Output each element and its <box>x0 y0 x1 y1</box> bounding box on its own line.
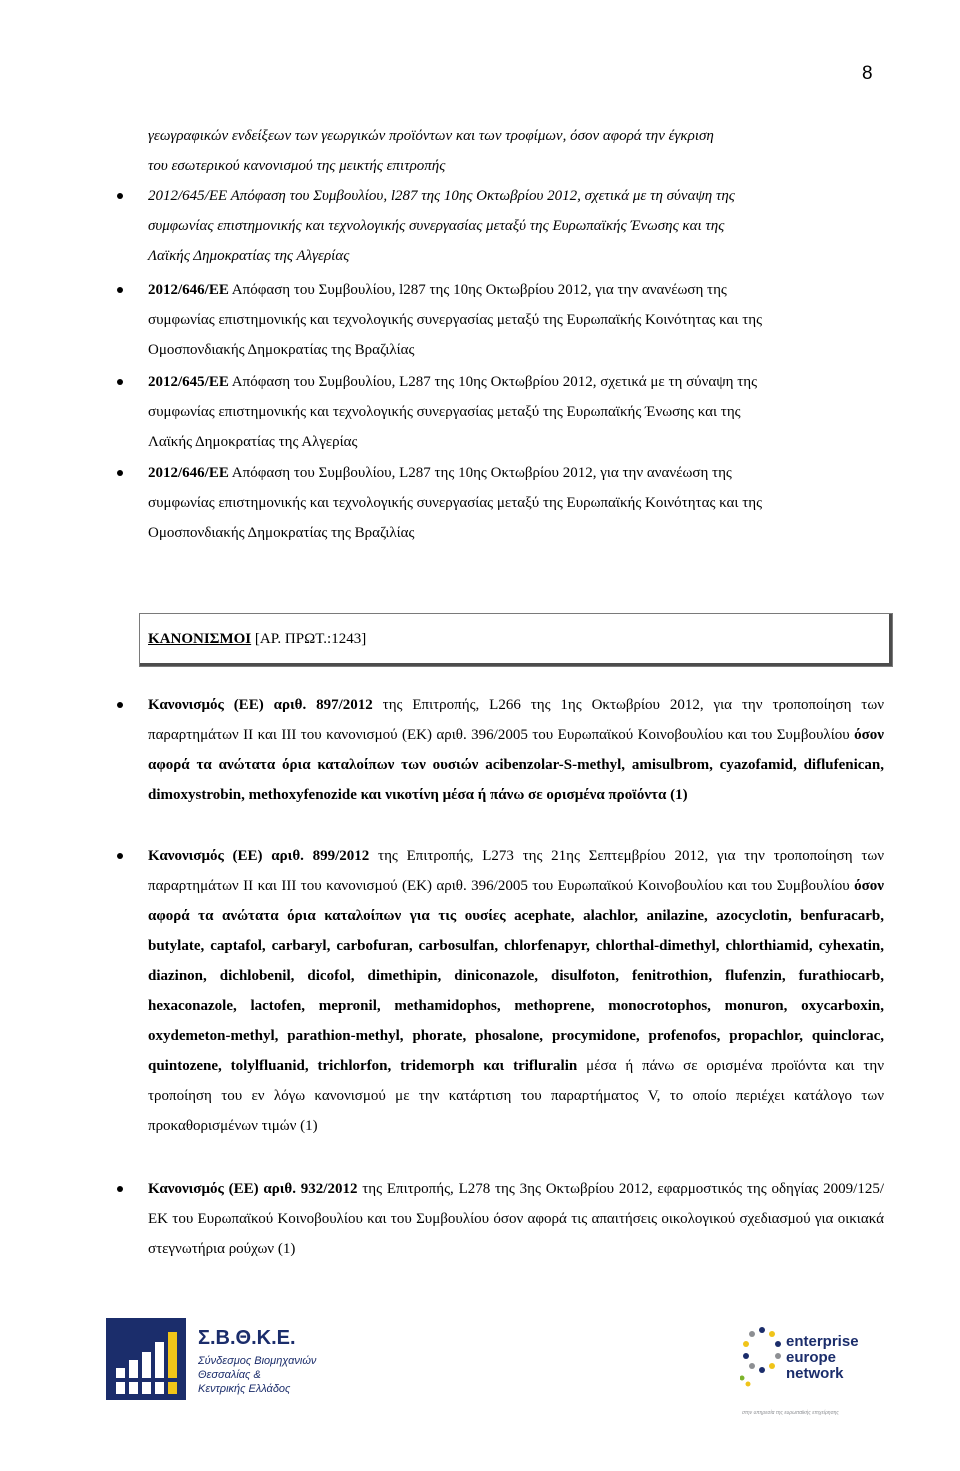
een-line1: enterprise <box>786 1333 859 1350</box>
sbtke-logo-mark <box>106 1318 336 1400</box>
decision-line: συμφωνίας επιστημονικής και τεχνολογικής συνεργασίας μεταξύ της Ευρωπαϊκής Κοινότητας και της <box>148 312 763 328</box>
regulation-bold-tail: όσον αφορά τα ανώτατα όρια καταλοίπων των ουσιών acibenzolar-S-methyl, amisulbrom, cyazofamid, diflufenican, dimoxystrobin, methoxyfenozide και νικοτίνη μέσα ή πάνω σε ορισμένα προϊόντα (1) <box>148 727 884 803</box>
decision-line: 2012/645/ΕΕ Απόφαση του Συμβουλίου, L287 της 10ης Οκτωβρίου 2012, σχετικά με τη σύναψη της <box>148 374 758 390</box>
regulation-tail: μέσα ή πάνω σε ορισμένα προϊόντα και την τροποίηση του εν λόγω κανονισμού με την κατάρτιση του παραρτήματος V, το οποίο περιέχει κατάλογο των προκαθορισμένων τιμών (1) <box>148 1058 884 1134</box>
regulation-bold-tail: όσον αφορά τα ανώτατα όρια καταλοίπων για τις ουσίες acephate, alachlor, anilazine, azocyclotin, benfuracarb, butylate, captafol, carbaryl, carbofuran, carbosulfan, chlorfenapyr, chlorthal-dimethyl, chlorthiamid, cyhexatin, diazinon, dichlobenil, dicofol, dimethipin, diniconazole, disulfoton, fenitrothion, flufenzin, furathiocarb, hexaconazole, lactofen, mepronil, methamidophos, methoprene, monocrotophos, monuron, oxycarboxin, oxydemeton-methyl, parathion-methyl, phorate, phosalone, procymidone, profenofos, propachlor, quinclorac, quintozene, tolylfluanid, trichlorfon, tridemorph και trifluralin <box>148 878 884 1074</box>
decision-line: 2012/646/ΕΕ Απόφαση του Συμβουλίου, L287 της 10ης Οκτωβρίου 2012, για την ανανέωση της <box>148 465 732 481</box>
intro-line: του εσωτερικού κανονισμού της μεικτής επιτροπής <box>148 158 446 174</box>
intro-line: γεωγραφικών ενδείξεων των γεωργικών προϊόντων και των τροφίμων, όσον αφορά την έγκριση <box>148 128 714 144</box>
sbtke-logo-name: Σ.Β.Θ.Κ.Ε. <box>198 1327 296 1349</box>
decision-item <box>148 458 884 548</box>
regulation-body: της Επιτροπής, L273 της 21ης Σεπτεμβρίου 2012, για την τροποποίηση των παραρτημάτων II και III του κανονισμού (ΕΚ) αριθ. 396/2005 του Ευρωπαϊκού Κοινοβουλίου και του Συμβουλίου <box>148 848 884 894</box>
intro-paragraph <box>148 121 884 181</box>
regulation-lead: Κανονισμός (ΕΕ) αριθ. 932/2012 <box>148 1181 358 1197</box>
decision-code: 2012/645/ΕΕ <box>148 374 229 390</box>
decision-item <box>148 181 884 271</box>
section-header-box <box>139 613 893 667</box>
sbtke-logo-line1: Σύνδεσμος Βιομηχανιών <box>198 1355 317 1367</box>
een-logo-mark <box>740 1318 890 1418</box>
decision-code: 2012/646/ΕΕ <box>148 465 229 481</box>
decision-line: 2012/646/ΕΕ Απόφαση του Συμβουλίου, l287 της 10ης Οκτωβρίου 2012, για την ανανέωση της <box>148 282 727 298</box>
section-header <box>148 627 366 651</box>
regulation-lead: Κανονισμός (ΕΕ) αριθ. 899/2012 <box>148 848 370 864</box>
decision-line: Ομοσπονδιακής Δημοκρατίας της Βραζιλίας <box>148 525 415 541</box>
regulation-item <box>148 1174 884 1264</box>
sbtke-logo-line2: Θεσσαλίας & <box>198 1369 261 1381</box>
decision-line: Λαϊκής Δημοκρατίας της Αλγερίας <box>148 248 350 264</box>
decision-line: συμφωνίας επιστημονικής και τεχνολογικής συνεργασίας μεταξύ της Ευρωπαϊκής Ένωσης και της <box>148 404 741 420</box>
regulation-item <box>148 690 884 810</box>
een-stars-icon <box>740 1327 781 1387</box>
decision-code: 2012/646/ΕΕ <box>148 282 229 298</box>
regulation-item <box>148 841 884 1141</box>
decision-item <box>148 275 884 365</box>
decision-item <box>148 367 884 457</box>
enterprise-europe-network-logo <box>740 1318 890 1418</box>
page-number: 8 <box>862 63 873 84</box>
sbtke-logo <box>106 1318 336 1400</box>
decision-line: 2012/645/ΕΕ Απόφαση του Συμβουλίου, l287 της 10ης Οκτωβρίου 2012, σχετικά με τη σύναψη της <box>148 188 735 204</box>
een-tagline: στην υπηρεσία της ευρωπαϊκής επιχείρησης <box>742 1410 839 1416</box>
regulation-body: της Επιτροπής, L278 της 3ης Οκτωβρίου 2012, εφαρμοστικός της οδηγίας 2009/125/ΕΚ του Ευρωπαϊκού Κοινοβουλίου και του Συμβουλίου όσον αφορά τις απαιτήσεις οικολογικού σχεδιασμού για οικιακά στεγνωτήρια ρούχων (1) <box>148 1181 884 1257</box>
regulation-lead: Κανονισμός (ΕΕ) αριθ. 897/2012 <box>148 697 373 713</box>
decision-line: Ομοσπονδιακής Δημοκρατίας της Βραζιλίας <box>148 342 415 358</box>
section-title: ΚΑΝΟΝΙΣΜΟΙ <box>148 631 252 647</box>
een-line3: network <box>786 1365 844 1382</box>
decision-line: συμφωνίας επιστημονικής και τεχνολογικής συνεργασίας μεταξύ της Ευρωπαϊκής Κοινότητας και της <box>148 495 763 511</box>
sbtke-logo-line3: Κεντρικής Ελλάδος <box>198 1383 291 1395</box>
regulation-body: της Επιτροπής, L266 της 1ης Οκτωβρίου 2012, για την τροποποίηση των παραρτημάτων II και III του κανονισμού (ΕΚ) αριθ. 396/2005 του Ευρωπαϊκού Κοινοβουλίου και του Συμβουλίου <box>148 697 884 743</box>
decision-line: συμφωνίας επιστημονικής και τεχνολογικής συνεργασίας μεταξύ της Ευρωπαϊκής Ένωσης και της <box>148 218 725 234</box>
decision-line: Λαϊκής Δημοκρατίας της Αλγερίας <box>148 434 358 450</box>
een-line2: europe <box>786 1349 837 1366</box>
section-ref: [ΑΡ. ΠΡΩΤ.:1243] <box>251 631 367 647</box>
